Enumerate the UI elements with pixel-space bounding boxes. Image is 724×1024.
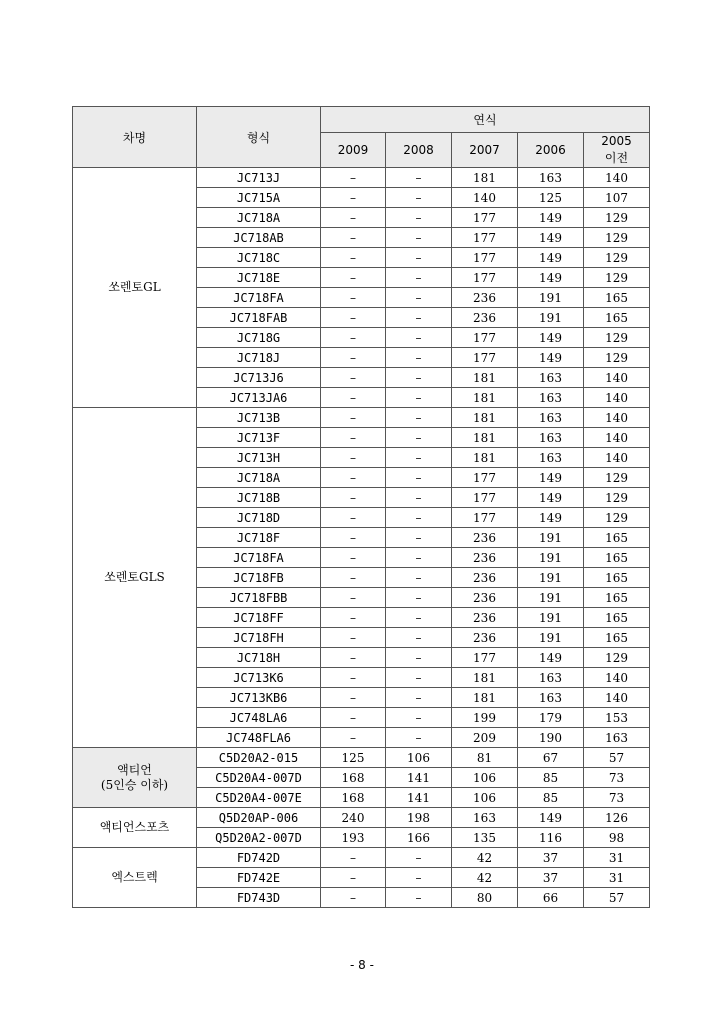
value-cell: –: [386, 428, 452, 448]
value-cell: –: [321, 388, 386, 408]
value-cell: 163: [518, 368, 584, 388]
value-cell: 57: [584, 888, 650, 908]
model-code-cell: JC718FH: [197, 628, 321, 648]
value-cell: 106: [386, 748, 452, 768]
value-cell: –: [386, 448, 452, 468]
header-model: 형식: [197, 107, 321, 168]
value-cell: –: [321, 268, 386, 288]
value-cell: –: [321, 888, 386, 908]
value-cell: 236: [452, 548, 518, 568]
value-cell: 163: [518, 428, 584, 448]
model-code-cell: JC718F: [197, 528, 321, 548]
value-cell: 140: [584, 688, 650, 708]
model-code-cell: JC718E: [197, 268, 321, 288]
value-cell: 199: [452, 708, 518, 728]
value-cell: 149: [518, 248, 584, 268]
value-cell: –: [321, 428, 386, 448]
value-cell: 191: [518, 628, 584, 648]
value-cell: 37: [518, 868, 584, 888]
value-cell: 198: [386, 808, 452, 828]
value-cell: 106: [452, 768, 518, 788]
value-cell: –: [386, 588, 452, 608]
value-cell: 190: [518, 728, 584, 748]
value-cell: 80: [452, 888, 518, 908]
value-cell: 149: [518, 468, 584, 488]
value-cell: 168: [321, 788, 386, 808]
value-cell: 140: [584, 368, 650, 388]
value-cell: 37: [518, 848, 584, 868]
model-code-cell: C5D20A2-015: [197, 748, 321, 768]
value-cell: –: [321, 548, 386, 568]
value-cell: 149: [518, 508, 584, 528]
value-cell: 165: [584, 548, 650, 568]
value-cell: –: [386, 408, 452, 428]
model-code-cell: JC718FBB: [197, 588, 321, 608]
value-cell: –: [321, 448, 386, 468]
value-cell: 191: [518, 288, 584, 308]
value-cell: 149: [518, 648, 584, 668]
value-cell: 191: [518, 528, 584, 548]
value-cell: 129: [584, 648, 650, 668]
value-cell: 193: [321, 828, 386, 848]
value-cell: 177: [452, 228, 518, 248]
model-code-cell: JC713KB6: [197, 688, 321, 708]
value-cell: 73: [584, 788, 650, 808]
value-cell: 126: [584, 808, 650, 828]
value-cell: 140: [584, 668, 650, 688]
value-cell: –: [321, 168, 386, 188]
value-cell: 181: [452, 388, 518, 408]
model-code-cell: JC718G: [197, 328, 321, 348]
value-cell: –: [321, 868, 386, 888]
value-cell: 181: [452, 368, 518, 388]
value-cell: –: [386, 228, 452, 248]
value-cell: 153: [584, 708, 650, 728]
value-cell: –: [321, 708, 386, 728]
model-code-cell: FD742E: [197, 868, 321, 888]
value-cell: –: [386, 668, 452, 688]
value-cell: 177: [452, 488, 518, 508]
header-year-2008: 2008: [386, 133, 452, 168]
price-table: [72, 106, 650, 908]
value-cell: 140: [452, 188, 518, 208]
value-cell: 181: [452, 688, 518, 708]
value-cell: –: [386, 488, 452, 508]
model-code-cell: JC718AB: [197, 228, 321, 248]
value-cell: –: [321, 508, 386, 528]
value-cell: –: [321, 848, 386, 868]
value-cell: –: [386, 708, 452, 728]
header-year-2009: 2009: [321, 133, 386, 168]
value-cell: 177: [452, 508, 518, 528]
value-cell: 191: [518, 588, 584, 608]
value-cell: 129: [584, 328, 650, 348]
value-cell: 177: [452, 348, 518, 368]
value-cell: 236: [452, 608, 518, 628]
value-cell: 163: [452, 808, 518, 828]
value-cell: –: [321, 608, 386, 628]
vehicle-name-cell: 쏘렌토GL: [73, 168, 197, 408]
table-body: [73, 168, 650, 908]
vehicle-name-cell: 엑스트렉: [73, 848, 197, 908]
model-code-cell: JC718FB: [197, 568, 321, 588]
model-code-cell: JC718C: [197, 248, 321, 268]
value-cell: 181: [452, 408, 518, 428]
value-cell: 165: [584, 568, 650, 588]
model-code-cell: JC715A: [197, 188, 321, 208]
value-cell: 149: [518, 228, 584, 248]
value-cell: –: [386, 628, 452, 648]
value-cell: –: [321, 568, 386, 588]
value-cell: –: [321, 588, 386, 608]
value-cell: 168: [321, 768, 386, 788]
value-cell: 42: [452, 848, 518, 868]
value-cell: 165: [584, 308, 650, 328]
header-vehicle: 차명: [73, 107, 197, 168]
value-cell: 140: [584, 428, 650, 448]
value-cell: 165: [584, 288, 650, 308]
page-number: - 8 -: [350, 958, 374, 972]
value-cell: 165: [584, 588, 650, 608]
value-cell: 236: [452, 528, 518, 548]
value-cell: 85: [518, 788, 584, 808]
value-cell: 149: [518, 348, 584, 368]
model-code-cell: JC718FA: [197, 288, 321, 308]
value-cell: –: [386, 528, 452, 548]
value-cell: –: [386, 388, 452, 408]
value-cell: 140: [584, 408, 650, 428]
model-code-cell: Q5D20AP-006: [197, 808, 321, 828]
value-cell: –: [386, 688, 452, 708]
model-code-cell: JC718H: [197, 648, 321, 668]
value-cell: 129: [584, 488, 650, 508]
value-cell: –: [321, 468, 386, 488]
value-cell: 236: [452, 308, 518, 328]
value-cell: 129: [584, 508, 650, 528]
value-cell: 125: [321, 748, 386, 768]
value-cell: 191: [518, 608, 584, 628]
value-cell: –: [321, 648, 386, 668]
value-cell: –: [321, 728, 386, 748]
value-cell: –: [321, 348, 386, 368]
value-cell: 129: [584, 248, 650, 268]
value-cell: –: [321, 668, 386, 688]
value-cell: 177: [452, 648, 518, 668]
model-code-cell: JC718FAB: [197, 308, 321, 328]
value-cell: 179: [518, 708, 584, 728]
header-year-2005-before: 2005 이전: [584, 133, 650, 168]
value-cell: 140: [584, 448, 650, 468]
value-cell: –: [386, 728, 452, 748]
model-code-cell: JC713J6: [197, 368, 321, 388]
value-cell: 149: [518, 328, 584, 348]
value-cell: 140: [584, 168, 650, 188]
model-code-cell: JC713B: [197, 408, 321, 428]
value-cell: –: [386, 888, 452, 908]
value-cell: 106: [452, 788, 518, 808]
value-cell: 177: [452, 248, 518, 268]
model-code-cell: JC748FLA6: [197, 728, 321, 748]
model-code-cell: FD743D: [197, 888, 321, 908]
model-code-cell: JC713K6: [197, 668, 321, 688]
value-cell: 73: [584, 768, 650, 788]
model-code-cell: JC718J: [197, 348, 321, 368]
value-cell: –: [321, 248, 386, 268]
value-cell: 163: [518, 168, 584, 188]
value-cell: 85: [518, 768, 584, 788]
value-cell: 57: [584, 748, 650, 768]
value-cell: 141: [386, 788, 452, 808]
value-cell: 177: [452, 268, 518, 288]
header-year-2007: 2007: [452, 133, 518, 168]
value-cell: –: [386, 508, 452, 528]
value-cell: 165: [584, 528, 650, 548]
value-cell: 125: [518, 188, 584, 208]
value-cell: –: [321, 188, 386, 208]
value-cell: 107: [584, 188, 650, 208]
value-cell: –: [321, 488, 386, 508]
model-code-cell: JC718FF: [197, 608, 321, 628]
value-cell: –: [386, 368, 452, 388]
value-cell: 42: [452, 868, 518, 888]
value-cell: –: [386, 468, 452, 488]
vehicle-name-cell: 액티언스포츠: [73, 808, 197, 848]
model-code-cell: JC718FA: [197, 548, 321, 568]
value-cell: 191: [518, 548, 584, 568]
value-cell: 163: [584, 728, 650, 748]
vehicle-name-cell: 액티언 (5인승 이하): [73, 748, 197, 808]
value-cell: 129: [584, 228, 650, 248]
value-cell: 166: [386, 828, 452, 848]
value-cell: 149: [518, 808, 584, 828]
value-cell: 66: [518, 888, 584, 908]
model-code-cell: JC713J: [197, 168, 321, 188]
table-row: [73, 808, 650, 828]
value-cell: 149: [518, 488, 584, 508]
value-cell: 149: [518, 208, 584, 228]
value-cell: –: [386, 548, 452, 568]
value-cell: 191: [518, 308, 584, 328]
value-cell: 81: [452, 748, 518, 768]
value-cell: –: [386, 288, 452, 308]
value-cell: 116: [518, 828, 584, 848]
model-code-cell: JC713JA6: [197, 388, 321, 408]
value-cell: 181: [452, 448, 518, 468]
value-cell: 163: [518, 388, 584, 408]
value-cell: 181: [452, 168, 518, 188]
value-cell: –: [386, 348, 452, 368]
value-cell: 129: [584, 208, 650, 228]
value-cell: –: [386, 168, 452, 188]
value-cell: 31: [584, 868, 650, 888]
model-code-cell: Q5D20A2-007D: [197, 828, 321, 848]
value-cell: 236: [452, 628, 518, 648]
value-cell: –: [321, 528, 386, 548]
value-cell: 163: [518, 668, 584, 688]
value-cell: –: [321, 688, 386, 708]
value-cell: –: [386, 848, 452, 868]
model-code-cell: C5D20A4-007E: [197, 788, 321, 808]
value-cell: 98: [584, 828, 650, 848]
header-year-2006: 2006: [518, 133, 584, 168]
value-cell: 129: [584, 468, 650, 488]
value-cell: 135: [452, 828, 518, 848]
value-cell: 141: [386, 768, 452, 788]
value-cell: –: [386, 868, 452, 888]
value-cell: –: [321, 328, 386, 348]
vehicle-name-cell: 쏘렌토GLS: [73, 408, 197, 748]
value-cell: –: [386, 568, 452, 588]
value-cell: –: [321, 228, 386, 248]
model-code-cell: JC713F: [197, 428, 321, 448]
value-cell: –: [386, 608, 452, 628]
value-cell: 177: [452, 208, 518, 228]
value-cell: –: [321, 408, 386, 428]
value-cell: 236: [452, 288, 518, 308]
model-code-cell: JC718A: [197, 208, 321, 228]
table-row: [73, 408, 650, 428]
value-cell: 129: [584, 268, 650, 288]
model-code-cell: JC748LA6: [197, 708, 321, 728]
value-cell: 209: [452, 728, 518, 748]
value-cell: 140: [584, 388, 650, 408]
value-cell: 177: [452, 328, 518, 348]
value-cell: 163: [518, 408, 584, 428]
model-code-cell: JC718D: [197, 508, 321, 528]
model-code-cell: JC713H: [197, 448, 321, 468]
table-row: [73, 748, 650, 768]
table-row: [73, 848, 650, 868]
value-cell: –: [386, 248, 452, 268]
value-cell: –: [386, 308, 452, 328]
value-cell: –: [386, 328, 452, 348]
value-cell: 240: [321, 808, 386, 828]
header-year-group: 연식: [321, 107, 650, 133]
table-row: [73, 168, 650, 188]
value-cell: 181: [452, 668, 518, 688]
value-cell: 236: [452, 568, 518, 588]
value-cell: 67: [518, 748, 584, 768]
value-cell: 177: [452, 468, 518, 488]
value-cell: –: [321, 308, 386, 328]
model-code-cell: JC718B: [197, 488, 321, 508]
value-cell: 31: [584, 848, 650, 868]
value-cell: –: [386, 648, 452, 668]
model-code-cell: FD742D: [197, 848, 321, 868]
value-cell: 236: [452, 588, 518, 608]
model-code-cell: C5D20A4-007D: [197, 768, 321, 788]
value-cell: –: [321, 288, 386, 308]
value-cell: –: [321, 368, 386, 388]
value-cell: –: [386, 208, 452, 228]
value-cell: –: [386, 188, 452, 208]
value-cell: 165: [584, 628, 650, 648]
value-cell: 181: [452, 428, 518, 448]
model-code-cell: JC718A: [197, 468, 321, 488]
value-cell: –: [321, 628, 386, 648]
value-cell: 149: [518, 268, 584, 288]
value-cell: 165: [584, 608, 650, 628]
value-cell: –: [321, 208, 386, 228]
value-cell: –: [386, 268, 452, 288]
value-cell: 163: [518, 448, 584, 468]
value-cell: 129: [584, 348, 650, 368]
value-cell: 191: [518, 568, 584, 588]
value-cell: 163: [518, 688, 584, 708]
